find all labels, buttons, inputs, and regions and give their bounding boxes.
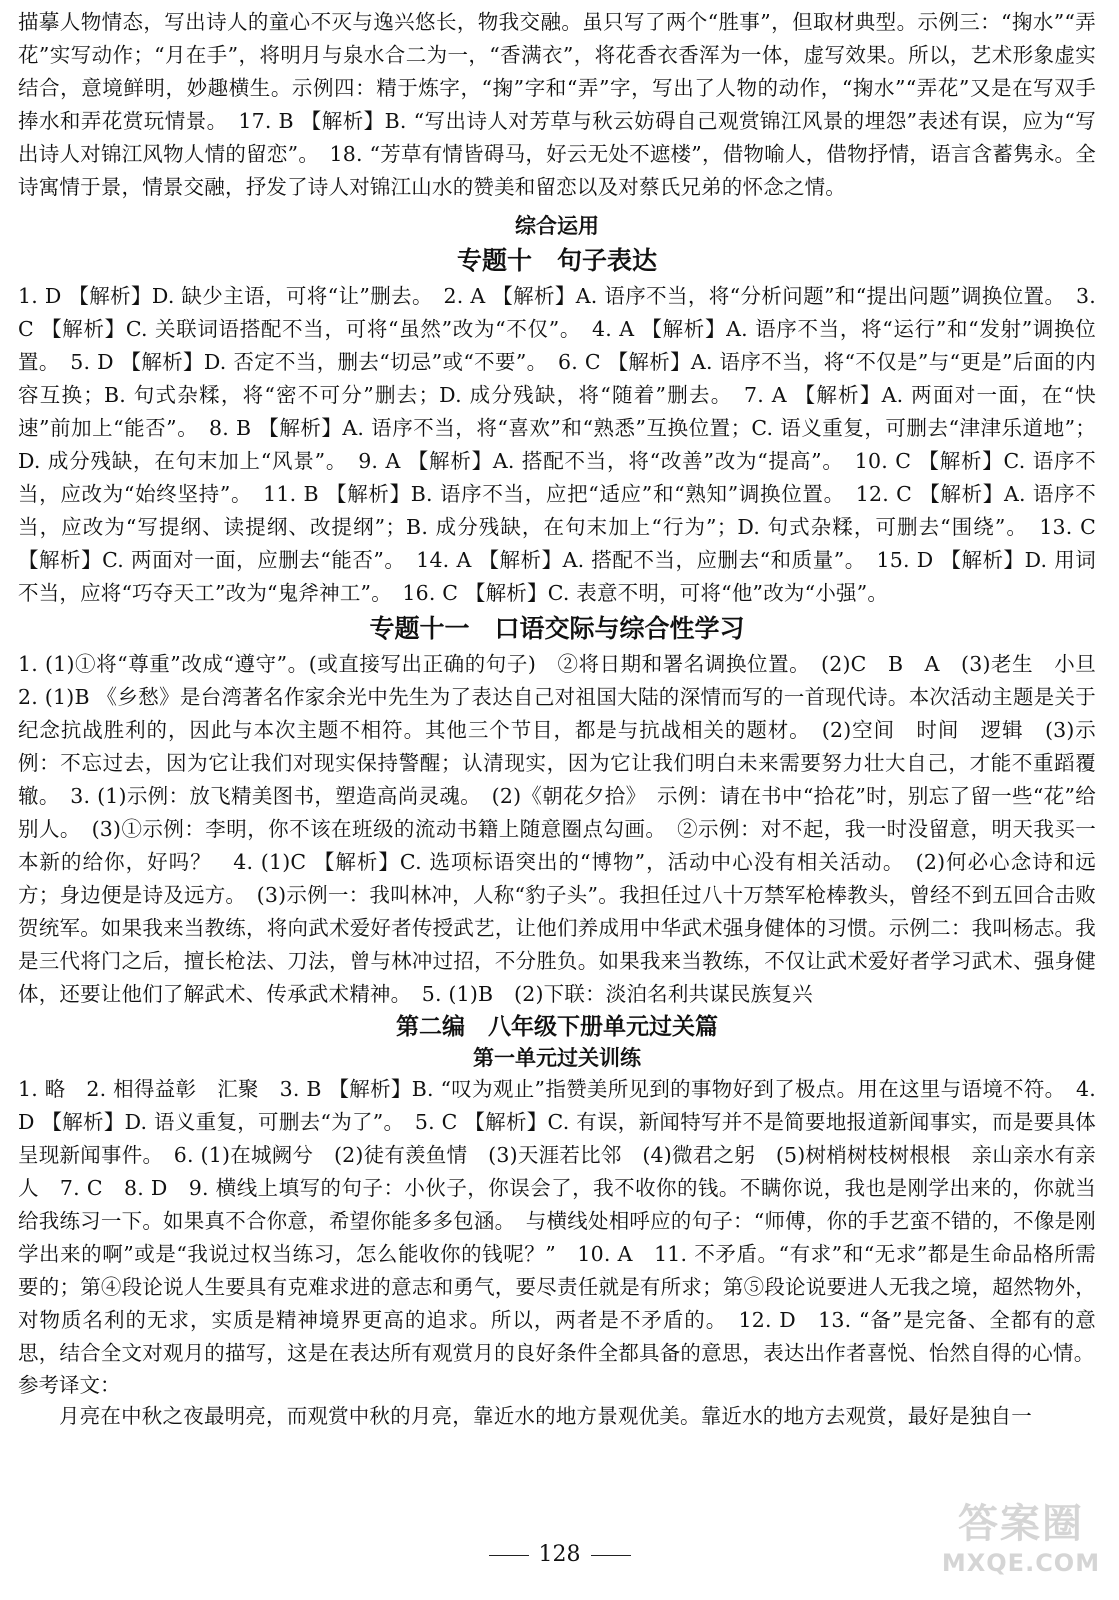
page-content bbox=[18, 6, 1117, 1433]
paragraph-topic11-answers: 1. (1)①将“尊重”改成“遵守”。(或直接写出正确的句子) ②将日期和署名调换位置。 (2)C B A (3)老生 小旦 2. (1)B 《乡愁》是台湾著名作家余光中先生为了表达自己对祖国大陆的深情而写的一首现代诗。本次活动主题是关于纪念抗战胜利的，因此与本次主题不相符。其他三个节目，都是与抗战相关的题材。 (2)空间 时间 逻辑 (3)示例：不忘过去，因为它让我们对现实保持警醒；认清现实，因为它让我们明白未来需要努力壮大自己，才能不重蹈覆辙。 3. (1)示例：放飞精美图书，塑造高尚灵魂。 (2)《朝花夕拾》 示例：请在书中“拾花”时，别忘了留一些“花”给别人。 (3)①示例：李明，你不该在班级的流动书籍上随意圈点勾画。 ②示例：对不起，我一时没留意，明天我买一本新的给你，好吗？ 4. (1)C 【解析】C. 选项标语突出的“博物”，活动中心没有相关活动。 (2)何必心念诗和远方；身边便是诗及远方。 (3)示例一：我叫林冲，人称“豹子头”。我担任过八十万禁军枪棒教头，曾经不到五回合击败贺统军。如果我来当教练，将向武术爱好者传授武艺，让他们养成用中华武术强身健体的习惯。示例二：我叫杨志。我是三代将门之后，擅长枪法、刀法，曾与林冲过招，不分胜负。如果我来当教练，不仅让武术爱好者学习武术、强身健体，还要让他们了解武术、传承武术精神。 5. (1)B (2)下联：淡泊名利共谋民族复兴 bbox=[18, 652, 1117, 1006]
paragraph-translation: 月亮在中秋之夜最明亮，而观赏中秋的月亮，靠近水的地方景观优美。靠近水的地方去观赏，最好是独自一 bbox=[59, 1404, 1032, 1428]
topic-heading-oral-communication: 专题十一 口语交际与综合性学习 bbox=[369, 614, 745, 643]
watermark-mark: 答案圈 bbox=[958, 1501, 1084, 1547]
page-number-value: 128 bbox=[538, 1542, 581, 1567]
topic-heading-sentence-expression: 专题十 句子表达 bbox=[456, 246, 657, 275]
part-heading-grade8-unit-review: 第二编 八年级下册单元过关篇 bbox=[396, 1014, 718, 1040]
subheading-unit1-training: 第一单元过关训练 bbox=[473, 1046, 641, 1070]
paragraph-unit1-answers: 1. 略 2. 相得益彰 汇聚 3. B 【解析】B. “叹为观止”指赞美所见到的事物好到了极点。用在这里与语境不符。 4. D 【解析】D. 语义重复，可删去“为了”。 5. C 【解析】C. 有误，新闻特写并不是简要地报道新闻事实，而是要具体呈现新闻事件。 6. (1)在城阙兮 (2)徒有羡鱼情 (3)天涯若比邻 (4)微君之躬 (5)树梢树枝树根根 亲山亲水有亲人 7. C 8. D 9. 横线上填写的句子：小伙子，你误会了，我不收你的钱。不瞒你说，我也是刚学出来的，你就当给我练习一下。如果真不合你意，希望你能多多包涵。 与横线处相呼应的句子：“师傅，你的手艺蛮不错的，不像是刚学出来的啊”或是“我说过权当练习，怎么能收你的钱呢？” 10. A 11. 不矛盾。“有求”和“无求”都是生命品格所需要的；第④段论说人生要具有克难求进的意志和勇气，要尽责任就是有所求；第⑤段论说要进人无我之境，超然物外，对物质名利的无求，实质是精神境界更高的追求。所以，两者是不矛盾的。 12. D 13. “备”是完备、全都有的意思，结合全文对观月的描写，这是在表达所有观赏月的良好条件全都具备的意思，表达出作者喜悦、怡然自得的心情。 bbox=[18, 1077, 1096, 1365]
section-heading-comprehensive-use: 综合运用 bbox=[515, 214, 599, 238]
paragraph-topic10-answers: 1. D 【解析】D. 缺少主语，可将“让”删去。 2. A 【解析】A. 语序不当，将“分析问题”和“提出问题”调换位置。 3. C 【解析】C. 关联词语搭配不当，可将“虽然”改为“不仅”。 4. A 【解析】A. 语序不当，将“运行”和“发射”调换位置。 5. D 【解析】D. 否定不当，删去“切忌”或“不要”。 6. C 【解析】A. 语序不当，将“不仅是”与“更是”后面的内容互换；B. 句式杂糅，将“密不可分”删去；D. 成分残缺，将“随着”删去。 7. A 【解析】A. 两面对一面，在“快速”前加上“能否”。 8. B 【解析】A. 语序不当，将“喜欢”和“熟悉”互换位置；C. 语义重复，可删去“津津乐道地”；D. 成分残缺，在句末加上“风景”。 9. A 【解析】A. 搭配不当，将“改善”改为“提高”。 10. C 【解析】C. 语序不当，应改为“始终坚持”。 11. B 【解析】B. 语序不当，应把“适应”和“熟知”调换位置。 12. C 【解析】A. 语序不当，应改为“写提纲、读提纲、改提纲”；B. 成分残缺，在句末加上“行为”；D. 句式杂糅，可删去“围绕”。 13. C 【解析】C. 两面对一面，应删去“能否”。 14. A 【解析】A. 搭配不当，应删去“和质量”。 15. D 【解析】D. 用词不当，应将“巧夺天工”改为“鬼斧神工”。 16. C 【解析】C. 表意不明，可将“他”改为“小强”。 bbox=[18, 284, 1096, 605]
page-number-left-dash bbox=[489, 1555, 529, 1556]
watermark-url: MXQE.COM bbox=[941, 1549, 1101, 1577]
watermark-logo bbox=[932, 1500, 1110, 1595]
paragraph-poem-analysis-end: 描摹人物情态，写出诗人的童心不灭与逸兴悠长，物我交融。虽只写了两个“胜事”，但取材典型。示例三：“掬水”“弄花”实写动作；“月在手”，将明月与泉水合二为一，“香满衣”，将花香衣香浑为一体，虚写效果。所以，艺术形象虚实结合，意境鲜明，妙趣横生。示例四：精于炼字，“掬”字和“弄”字，写出了人物的动作，“掬水”“弄花”又是在写双手捧水和弄花赏玩情景。 17. B 【解析】B. “写出诗人对芳草与秋云妨碍自己观赏锦江风景的埋怨”表述有误，应为“写出诗人对锦江风物人情的留恋”。 18. “芳草有情皆碍马，好云无处不遮楼”，借物喻人，借物抒情，语言含蓄隽永。全诗寓情于景，情景交融，抒发了诗人对锦江山水的赞美和留恋以及对蔡氏兄弟的怀念之情。 bbox=[18, 10, 1096, 199]
page-number-right-dash bbox=[591, 1555, 631, 1556]
translation-label: 参考译文： bbox=[18, 1373, 121, 1397]
